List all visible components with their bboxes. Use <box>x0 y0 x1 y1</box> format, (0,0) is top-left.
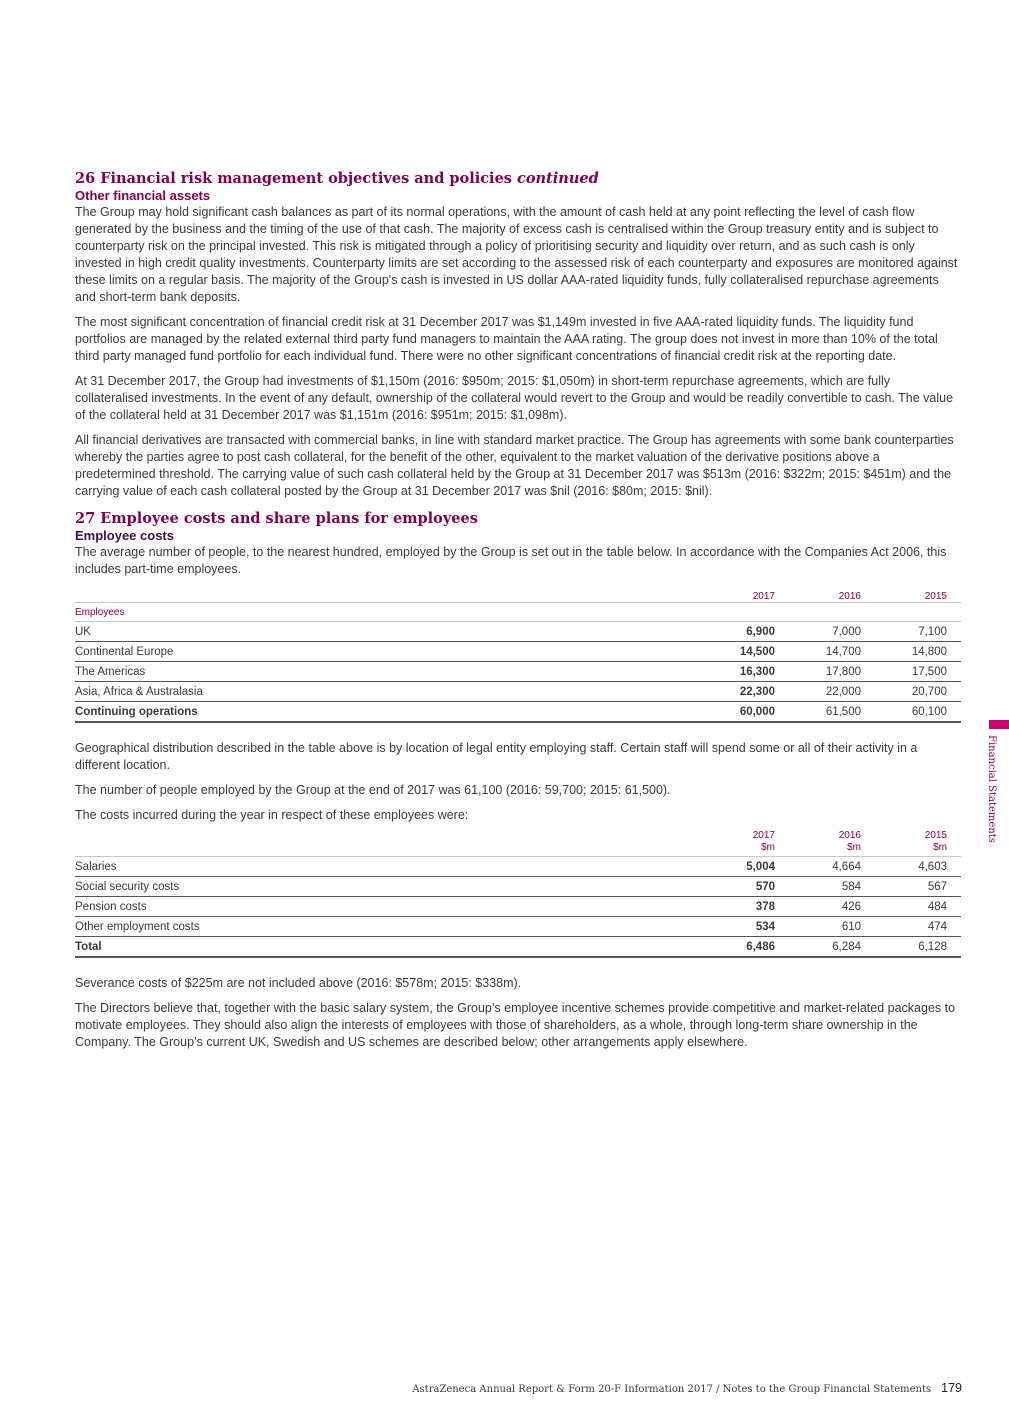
total-2016: 6,284 <box>775 937 861 958</box>
employees-table <box>75 588 961 723</box>
cell-2017: 6,900 <box>705 622 775 642</box>
year-header: 2017 <box>705 588 775 603</box>
employee-costs-table <box>75 828 961 958</box>
row-label: UK <box>75 622 705 642</box>
cell-2015: 4,603 <box>861 857 947 877</box>
row-label: Pension costs <box>75 897 705 917</box>
footer-text: AstraZeneca Annual Report & Form 20-F Information 2017 / Notes to the Group Financial Statements <box>412 1384 932 1395</box>
cell-2016: 7,000 <box>775 622 861 642</box>
row-label: Other employment costs <box>75 917 705 937</box>
unit-label: $m <box>847 842 861 853</box>
total-2017: 6,486 <box>705 937 775 958</box>
cell-2015: 14,800 <box>861 642 947 662</box>
cell-2017: 22,300 <box>705 682 775 702</box>
cell-2015: 17,500 <box>861 662 947 682</box>
cell-2017: 570 <box>705 877 775 897</box>
section-26-title-suffix: continued <box>517 170 599 187</box>
table-total-row <box>75 937 961 958</box>
total-label: Total <box>75 937 705 958</box>
year-header: 2016 $m <box>775 828 861 857</box>
cell-2017: 378 <box>705 897 775 917</box>
s27-intro: The average number of people, to the nearest hundred, employed by the Group is set out in the table below. In accordance with the Companies Act 2006, this includes part-time employees. <box>75 545 947 576</box>
side-section-label: Financial Statements <box>986 735 997 843</box>
table-header-row <box>75 828 961 857</box>
cell-2016: 22,000 <box>775 682 861 702</box>
table-total-row <box>75 702 961 723</box>
s27-costs-intro: The costs incurred during the year in respect of these employees were: <box>75 808 469 822</box>
table-row <box>75 917 961 937</box>
total-label: Continuing operations <box>75 702 705 723</box>
row-label: Salaries <box>75 857 705 877</box>
table-header-row <box>75 588 961 603</box>
cell-2015: 567 <box>861 877 947 897</box>
row-label: The Americas <box>75 662 705 682</box>
total-2015: 60,100 <box>861 702 947 723</box>
row-label: Asia, Africa & Australasia <box>75 682 705 702</box>
year-header: 2015 <box>861 588 947 603</box>
s26-paragraph-1: The Group may hold significant cash balances as part of its normal operations, with the amount of cash held at any point reflecting the level of cash flow generated by the business and the timing of the use of that cash. The majority of excess cash is centralised within the Group treasury entity and is subject to counterparty risk on the principal invested. This risk is mitigated through a policy of prioritising security and liquidity over return, and as such cash is only invested in high credit quality investments. Counterparty limits are set according to the assessed risk of each counterparty and exposures are monitored against these limits on a regular basis. The majority of the Group's cash is invested in US dollar AAA-rated liquidity funds, fully collateralised repurchase agreements and short-term bank deposits. <box>75 205 958 304</box>
cell-2016: 426 <box>775 897 861 917</box>
table-row <box>75 877 961 897</box>
year-header: 2015 $m <box>861 828 947 857</box>
table-group-row <box>75 603 961 622</box>
page-number: 179 <box>941 1381 962 1395</box>
total-2016: 61,500 <box>775 702 861 723</box>
s27-geo-note: Geographical distribution described in the table above is by location of legal entity employing staff. Certain staff will spend some or all of their activity in a different location. <box>75 741 918 772</box>
year-header: 2017 $m <box>705 828 775 857</box>
section-26-title: 26 Financial risk management objectives and policies continued <box>75 170 599 187</box>
row-label: Social security costs <box>75 877 705 897</box>
cell-2015: 474 <box>861 917 947 937</box>
unit-label: $m <box>933 842 947 853</box>
section-26-subheading: Other financial assets <box>75 188 211 203</box>
cell-2016: 14,700 <box>775 642 861 662</box>
s26-paragraph-3: At 31 December 2017, the Group had investments of $1,150m (2016: $950m; 2015: $1,050m) in short-term repurchase agreements, which are fully collateralised investments. In the event of any default, ownership of the collateral would revert to the Group and would be readily convertible to cash. The value of the collateral held at 31 December 2017 was $1,151m (2016: $951m; 2015: $1,098m). <box>75 374 954 422</box>
page-footer <box>412 1381 962 1395</box>
s27-headcount-note: The number of people employed by the Group at the end of 2017 was 61,100 (2016: 59,700; 2015: 61,500). <box>75 783 671 797</box>
cell-2017: 16,300 <box>705 662 775 682</box>
unit-label: $m <box>761 842 775 853</box>
s26-paragraph-2: The most significant concentration of financial credit risk at 31 December 2017 was $1,149m invested in five AAA-rated liquidity funds. The liquidity fund portfolios are managed by the related external third party fund managers to maintain the AAA rating. The group does not invest in more than 10% of the total third party managed fund portfolio for each individual fund. There were no other significant concentrations of financial credit risk at the reporting date. <box>75 315 938 363</box>
s26-paragraph-4: All financial derivatives are transacted with commercial banks, in line with standard market practice. The Group has agreements with some bank counterparties whereby the parties agree to post cash collateral, for the benefit of the other, equivalent to the market valuation of the derivative positions above a predetermined threshold. The carrying value of such cash collateral held by the Group at 31 December 2017 was $513m (2016: $322m; 2015: $451m) and the carrying value of each cash collateral posted by the Group at 31 December 2017 was $nil (2016: $80m; 2015: $nil). <box>75 433 954 498</box>
total-2017: 60,000 <box>705 702 775 723</box>
cell-2017: 534 <box>705 917 775 937</box>
s27-severance-note: Severance costs of $225m are not included above (2016: $578m; 2015: $338m). <box>75 976 522 990</box>
section-27-title: 27 Employee costs and share plans for employees <box>75 510 478 527</box>
cell-2017: 5,004 <box>705 857 775 877</box>
s27-directors-note: The Directors believe that, together with the basic salary system, the Group’s employee incentive schemes provide competitive and market-related packages to motivate employees. They should also align the interests of employees with those of shareholders, as a whole, through long-term share ownership in the Company. The Group’s current UK, Swedish and US schemes are described below; other arrangements apply elsewhere. <box>75 1001 956 1049</box>
table-row <box>75 662 961 682</box>
cell-2016: 584 <box>775 877 861 897</box>
section-tab-marker <box>989 720 1009 729</box>
cell-2016: 17,800 <box>775 662 861 682</box>
cell-2015: 7,100 <box>861 622 947 642</box>
cell-2015: 484 <box>861 897 947 917</box>
year-header: 2016 <box>775 588 861 603</box>
total-2015: 6,128 <box>861 937 947 958</box>
table-row <box>75 622 961 642</box>
table-row <box>75 897 961 917</box>
table-row <box>75 857 961 877</box>
page-content <box>75 170 961 1059</box>
row-label: Continental Europe <box>75 642 705 662</box>
section-27-subheading: Employee costs <box>75 528 174 543</box>
cell-2017: 14,500 <box>705 642 775 662</box>
cell-2016: 610 <box>775 917 861 937</box>
cell-2015: 20,700 <box>861 682 947 702</box>
table-row <box>75 682 961 702</box>
table-row <box>75 642 961 662</box>
group-label: Employees <box>75 603 705 622</box>
cell-2016: 4,664 <box>775 857 861 877</box>
